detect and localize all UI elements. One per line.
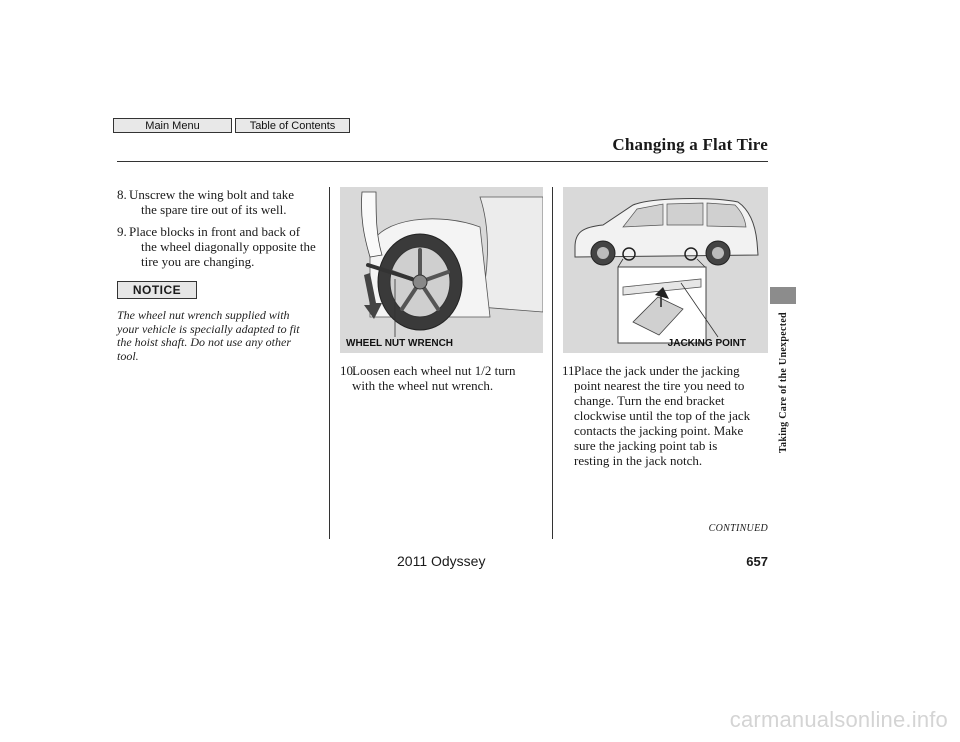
title-divider bbox=[117, 161, 768, 162]
wheel-nut-wrench-label: WHEEL NUT WRENCH bbox=[346, 338, 454, 349]
step-9-line-2: the wheel diagonally opposite the bbox=[141, 239, 316, 254]
section-tab bbox=[770, 287, 796, 304]
step-10-number: 10. bbox=[340, 363, 357, 378]
step-9-line-1: Place blocks in front and back of bbox=[129, 224, 301, 239]
step-11-line-5: contacts the jacking point. Make bbox=[574, 423, 744, 438]
main-menu-button[interactable]: Main Menu bbox=[113, 118, 232, 133]
step-8-line-1: Unscrew the wing bolt and take bbox=[129, 187, 294, 202]
wheel-nut-wrench-figure bbox=[340, 187, 543, 353]
step-11 bbox=[562, 363, 750, 468]
step-11-line-1: Place the jack under the jacking bbox=[574, 363, 740, 378]
step-11-line-4: clockwise until the top of the jack bbox=[574, 408, 751, 423]
step-9-line-3: tire you are changing. bbox=[141, 254, 255, 269]
notice-text bbox=[117, 309, 300, 363]
notice-line-4: tool. bbox=[117, 348, 139, 363]
jacking-point-figure bbox=[563, 187, 768, 353]
step-9 bbox=[117, 224, 316, 269]
page-title: Changing a Flat Tire bbox=[612, 135, 768, 154]
step-11-line-7: resting in the jack notch. bbox=[574, 453, 703, 468]
step-8-number: 8. bbox=[117, 187, 127, 202]
step-11-number: 11. bbox=[562, 363, 578, 378]
notice-line-2: your vehicle is specially adapted to fit bbox=[117, 321, 300, 336]
notice-line-3: the hoist shaft. Do not use any other bbox=[117, 335, 291, 349]
step-10 bbox=[340, 363, 516, 393]
model-name: 2011 Odyssey bbox=[397, 553, 486, 569]
jacking-point-illustration bbox=[563, 187, 768, 353]
notice-line-1: The wheel nut wrench supplied with bbox=[117, 308, 290, 322]
step-10-line-2: with the wheel nut wrench. bbox=[352, 378, 494, 393]
page-number: 657 bbox=[746, 554, 768, 569]
column-divider-left bbox=[329, 187, 330, 539]
notice-label: NOTICE bbox=[117, 281, 197, 299]
step-11-line-6: sure the jacking point tab is bbox=[574, 438, 718, 453]
wheel-wrench-illustration bbox=[340, 187, 543, 353]
section-title: Taking Care of the Unexpected bbox=[778, 312, 789, 453]
step-9-number: 9. bbox=[117, 224, 127, 239]
column-divider-right bbox=[552, 187, 553, 539]
step-11-line-2: point nearest the tire you need to bbox=[574, 378, 745, 393]
continued-label: CONTINUED bbox=[708, 523, 768, 534]
step-11-line-3: change. Turn the end bracket bbox=[574, 393, 725, 408]
watermark: carmanualsonline.info bbox=[729, 707, 948, 732]
step-8-line-2: the spare tire out of its well. bbox=[141, 202, 287, 217]
table-of-contents-button[interactable]: Table of Contents bbox=[235, 118, 350, 133]
step-8 bbox=[117, 187, 294, 217]
step-10-line-1: Loosen each wheel nut 1/2 turn bbox=[352, 363, 516, 378]
jacking-point-label: JACKING POINT bbox=[667, 338, 746, 349]
